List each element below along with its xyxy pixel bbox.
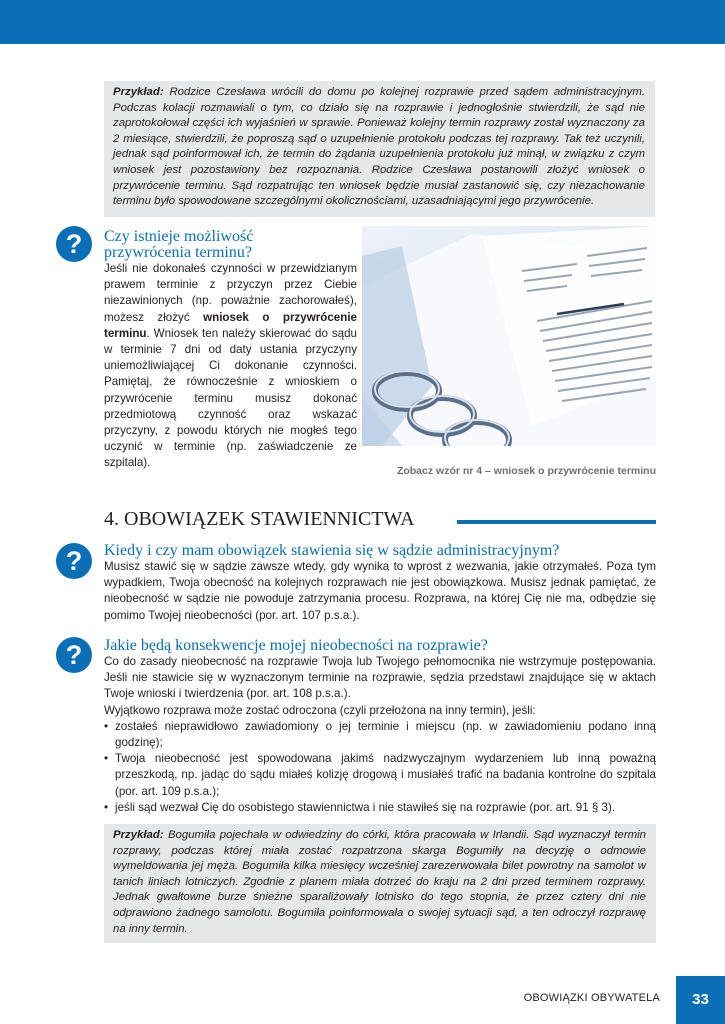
answer-paragraph: Co do zasady nieobecność na rozprawie Twoja lub Twojego pełnomocnika nie wstrzymuje postępowania. Jeśli nie stawicie się w wyznaczonym terminie na rozprawie, sędzia przedstawi znajdujące się w aktach Twoje wnioski i twierdzenia (por. art. 108 p.s.a.). (104, 655, 656, 701)
example-text: Bogumiła pojechała w odwiedziny do córki, która pracowała w Irlandii. Sąd wyznaczył termin rozprawy, podczas której miała zostać rozpatrzona skarga Bogumiły na decyzję o odmowie wymeldowania jej męża. Bogumiła kilka miesięcy wcześniej zarezerwowała bilet powrotny na samolot w tanich liniach lotniczych. Zgodnie z planem miała dotrzeć do kraju na 2 dni przed terminem rozprawy. Jednak gwałtowne burze śnieżne sparaliżowały lotnisko do tego stopnia, że przez cztery dni nie odprawiono żadnego samolotu. Bogumiła poinformowała o swojej sytuacji sąd, a ten odroczył rozprawę na inny termin. (113, 829, 646, 935)
answer-text: . Wniosek ten należy skierować do sądu w terminie 7 dni od daty ustania przyczyny uniemożliwiającej Ci dokonanie czynności. Pamiętaj, że równocześnie z wnioskiem o przywrócenie terminu musisz dokonać przedmiotową czynność oraz wskazać przyczyny, z powodu których nie mogłeś tego uczynić w terminie (np. zaświadczenie ze szpitala). (104, 326, 357, 470)
answer-bold-term: wniosek o przywrócenie terminu (104, 310, 357, 340)
question-icon: ? (56, 543, 92, 579)
question-title (104, 229, 344, 260)
document-photo (362, 226, 656, 446)
answer-text: Jeśli nie dokonałeś czynności w przewidzianym prawem terminie z przyczyn przez Ciebie niezawinionych (np. poważnie zachorowałeś), możesz złożyć (104, 262, 357, 324)
answer-paragraph: Wyjątkowo rozprawa może zostać odroczona (czyli przełożona na inny termin), jeśli: (104, 703, 536, 717)
bullet: • (104, 719, 109, 733)
example-label: Przykład: (113, 829, 164, 841)
section-heading: 4. OBOWIĄZEK STAWIENNICTWA (104, 508, 415, 530)
question-answer (104, 261, 357, 472)
list-item-text: zostałeś nieprawidłowo zawiadomiony o jej terminie i miejscu (np. w zawiadomieniu podano inną godzinę); (115, 719, 656, 750)
document-photo-illustration (362, 226, 656, 446)
top-color-bar (0, 0, 725, 44)
question-title: Kiedy i czy mam obowiązek stawienia się w sądzie administracyjnym? (104, 542, 560, 559)
section-heading-rule (457, 520, 656, 524)
photo-caption: Zobacz wzór nr 4 – wniosek o przywrócenie terminu (396, 465, 656, 477)
example-text: Rodzice Czesława wrócili do domu po kolejnej rozprawie przed sądem administracyjnym. Podczas kolacji rozmawiali o tym, co działo się na rozprawie i jednogłośnie stwierdzili, że sąd nie zaprotokołował części ich wyjaśnień w sprawie. Ponieważ kolejny termin rozprawy został wyznaczony za 2 miesiące, stwierdzili, że poproszą sąd o uzupełnienie protokołu podczas tej rozprawy. Tak też uczynili, jednak sąd poinformował ich, że termin do żądania uzupełnienia protokołu już minął, w związku z czym wniosek jest pozostawiony bez rozpoznania. Rodzice Czesława postanowili złożyć wniosek o przywrócenie terminu. Sąd rozpatrując ten wniosek będzie musiał zastanowić się, czy niezachowanie terminu było spowodowane szczególnymi okolicznościami, uzasadniającymi jego przywrócenie. (113, 86, 645, 208)
question-title-line: przywrócenia terminu? (104, 243, 252, 261)
list-item (104, 719, 656, 751)
example-box-1 (104, 81, 655, 217)
list-item (104, 751, 656, 800)
footer-section-label: OBOWIĄZKI OBYWATELA (523, 992, 660, 1004)
question-icon: ? (56, 226, 92, 262)
question-title: Jakie będą konsekwencje mojej nieobecności na rozprawie? (104, 637, 488, 654)
bullet: • (104, 752, 109, 766)
list-item-text: Twoja nieobecność jest spowodowana jakimś nadzwyczajnym wydarzeniem lub inną poważną przeszkodą, np. jadąc do sądu miałeś kolizję drogową i musiałeś trafić na badania kontrolne do szpitala (por. art. 109 p.s.a.); (115, 752, 656, 798)
bullet: • (104, 800, 109, 814)
question-answer (104, 654, 656, 816)
list-item (104, 800, 656, 816)
example-box-2 (104, 824, 656, 943)
condition-list (104, 719, 656, 816)
example-label: Przykład: (113, 86, 164, 98)
question-title-line: Czy istnieje możliwość (104, 228, 254, 245)
question-answer: Musisz stawić się w sądzie zawsze wtedy, gdy wynika to wprost z wezwania, jakie otrzymałeś. Poza tym wypadkiem, Twoja obecność na kolejnych rozprawach nie jest obowiązkowa. Musisz jednak pamiętać, że nieobecność w sądzie nie powoduje zatrzymania procesu. Rozprawa, na której Cię nie ma, odbędzie się pomimo Twojej nieobecności (por. art. 107 p.s.a.). (104, 560, 656, 622)
page-number: 33 (676, 976, 725, 1024)
question-icon: ? (56, 637, 92, 673)
list-item-text: jeśli sąd wezwał Cię do osobistego stawiennictwa i nie stawiłeś się na rozprawie (por. art. 91 § 3). (115, 800, 616, 814)
